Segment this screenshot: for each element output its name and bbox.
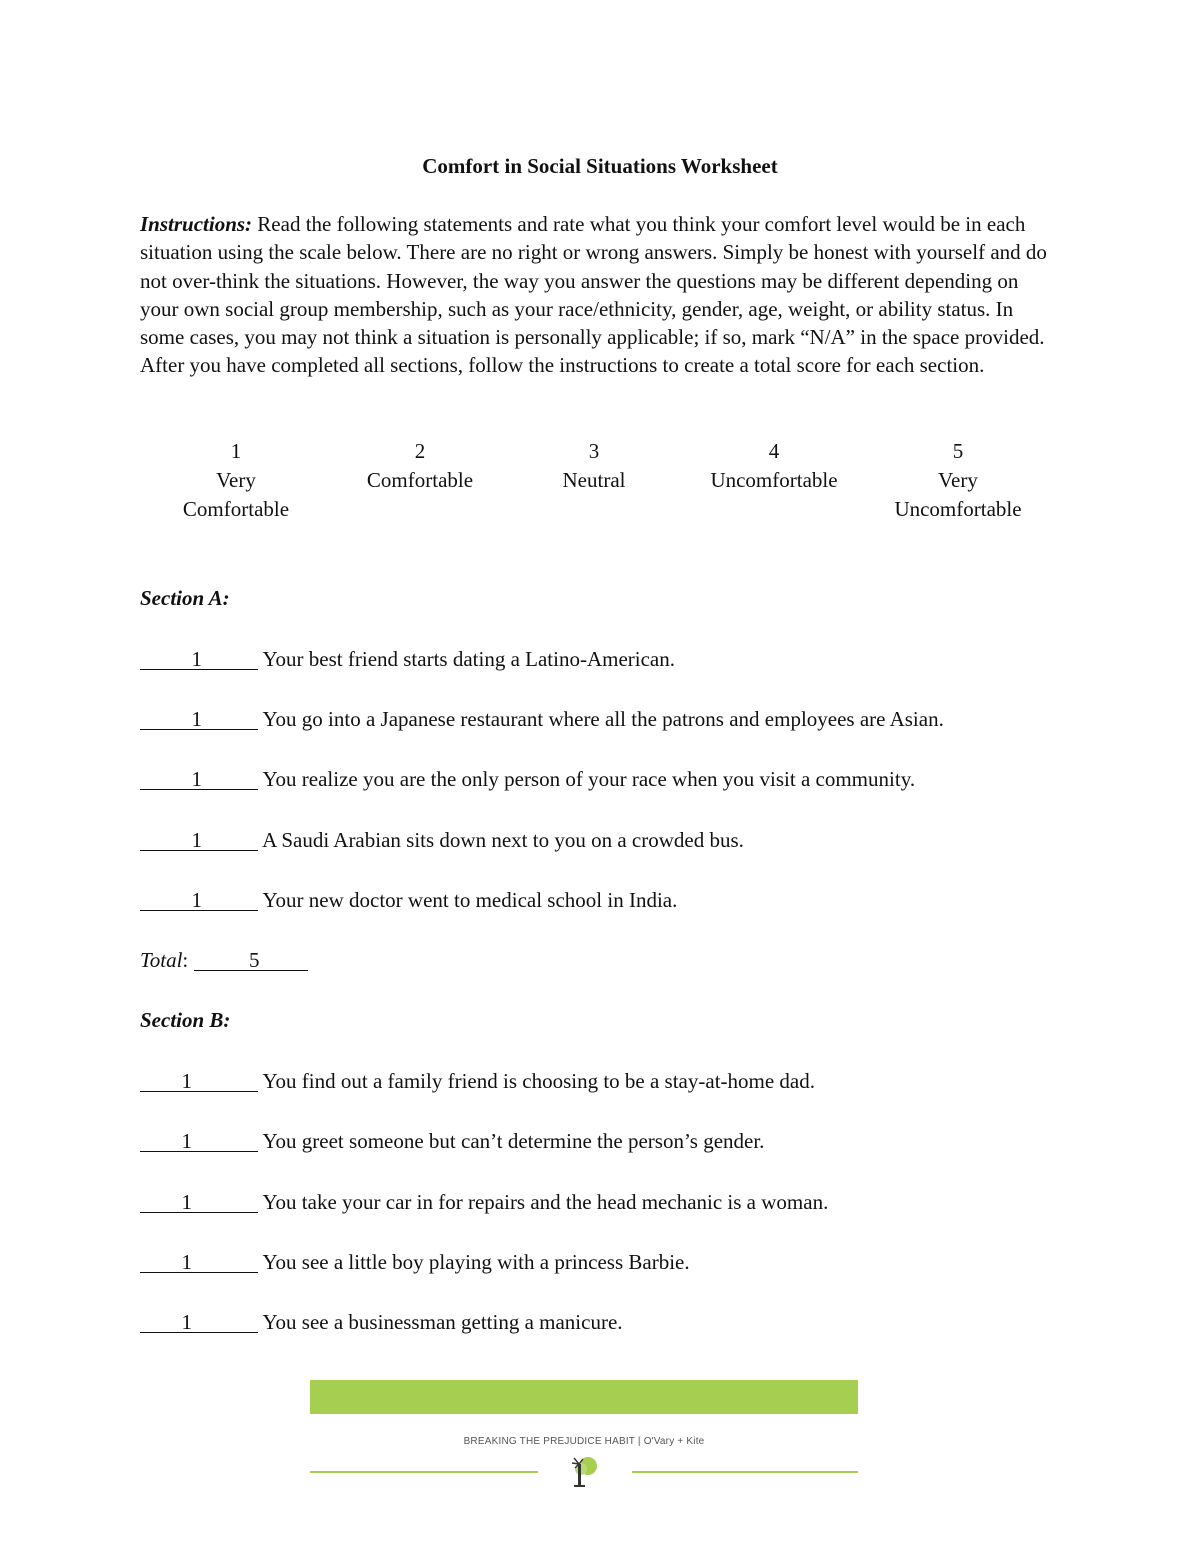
score-blank[interactable] (140, 769, 258, 790)
item-text: Your new doctor went to medical school in India. (262, 888, 678, 912)
score-value: 1 (191, 647, 202, 671)
score-value: 1 (181, 1069, 192, 1093)
scale-number: 1 (230, 439, 242, 463)
footer-line-left (310, 1471, 538, 1473)
score-blank[interactable] (140, 1192, 258, 1213)
section-a-item-5 (140, 888, 677, 913)
item-text: Your best friend starts dating a Latino-American. (262, 647, 675, 671)
section-a-item-4 (140, 828, 744, 853)
score-value: 1 (181, 1310, 192, 1334)
item-text: You greet someone but can’t determine the person’s gender. (262, 1129, 765, 1153)
section-b-item-5 (140, 1310, 623, 1335)
tree-icon (566, 1454, 604, 1490)
scale-label-line2: Comfortable (182, 497, 290, 521)
total-label: Total (140, 948, 183, 972)
score-blank[interactable] (140, 1131, 258, 1152)
item-text: You realize you are the only person of your race when you visit a community. (262, 767, 916, 791)
score-value: 1 (191, 767, 202, 791)
scale-label-line1: Uncomfortable (710, 468, 838, 492)
item-text: You find out a family friend is choosing to be a stay-at-home dad. (262, 1069, 815, 1093)
scale-item-2 (350, 437, 490, 495)
total-value: 5 (249, 948, 260, 972)
score-blank[interactable] (140, 1312, 258, 1333)
scale-label-line2: Uncomfortable (894, 497, 1022, 521)
scale-number: 4 (768, 439, 780, 463)
section-a-item-3 (140, 767, 915, 792)
score-value: 1 (181, 1129, 192, 1153)
scale-number: 3 (588, 439, 600, 463)
score-value: 1 (191, 888, 202, 912)
score-blank[interactable] (140, 1071, 258, 1092)
section-a-item-1 (140, 647, 675, 672)
instructions-body: Read the following statements and rate what you think your comfort level would be in each situation using the scale below. There are no right or wrong answers. Simply be honest with yourself and do not over-think the situations. However, the way you answer the questions may be different depending on your own social group membership, such as your race/ethnicity, gender, age, weight, or ability status. In some cases, you may not think a situation is personally applicable; if so, mark “N/A” in the space provided. After you have completed all sections, follow the instructions to create a total score for each section. (140, 212, 1047, 378)
score-blank[interactable] (140, 830, 258, 851)
total-colon: : (182, 948, 189, 972)
scale-item-1 (166, 437, 306, 524)
scale-label-line1: Very (938, 468, 978, 492)
score-blank[interactable] (140, 649, 258, 670)
instructions-paragraph (140, 210, 1060, 380)
item-text: A Saudi Arabian sits down next to you on a crowded bus. (262, 828, 744, 852)
score-blank[interactable] (140, 709, 258, 730)
section-b-item-3 (140, 1190, 828, 1215)
footer-color-bar (310, 1380, 858, 1414)
section-a-item-2 (140, 707, 944, 732)
section-a-heading: Section A: (140, 586, 230, 610)
footer-text: BREAKING THE PREJUDICE HABIT | O'Vary + Kite (463, 1436, 705, 1447)
page-title: Comfort in Social Situations Worksheet (422, 154, 778, 178)
scale-item-5 (878, 437, 1038, 524)
scale-number: 5 (952, 439, 964, 463)
score-blank[interactable] (140, 1252, 258, 1273)
section-b-item-2 (140, 1129, 764, 1154)
scale-item-4 (694, 437, 854, 495)
section-a-total (140, 948, 308, 973)
score-value: 1 (191, 707, 202, 731)
item-text: You take your car in for repairs and the head mechanic is a woman. (262, 1190, 829, 1214)
scale-number: 2 (414, 439, 426, 463)
instructions-lead: Instructions: (140, 212, 253, 236)
section-b-heading: Section B: (140, 1008, 231, 1032)
section-b-item-4 (140, 1250, 690, 1275)
item-text: You see a little boy playing with a princess Barbie. (262, 1250, 690, 1274)
scale-label-line1: Neutral (562, 468, 626, 492)
item-text: You see a businessman getting a manicure. (262, 1310, 623, 1334)
score-value: 1 (181, 1190, 192, 1214)
total-blank[interactable] (194, 950, 308, 971)
score-value: 1 (191, 828, 202, 852)
scale-label-line1: Very (216, 468, 256, 492)
section-b-item-1 (140, 1069, 815, 1094)
scale-label-line1: Comfortable (366, 468, 474, 492)
item-text: You go into a Japanese restaurant where all the patrons and employees are Asian. (262, 707, 944, 731)
score-value: 1 (181, 1250, 192, 1274)
footer-line-right (632, 1471, 858, 1473)
scale-item-3 (524, 437, 664, 495)
score-blank[interactable] (140, 890, 258, 911)
